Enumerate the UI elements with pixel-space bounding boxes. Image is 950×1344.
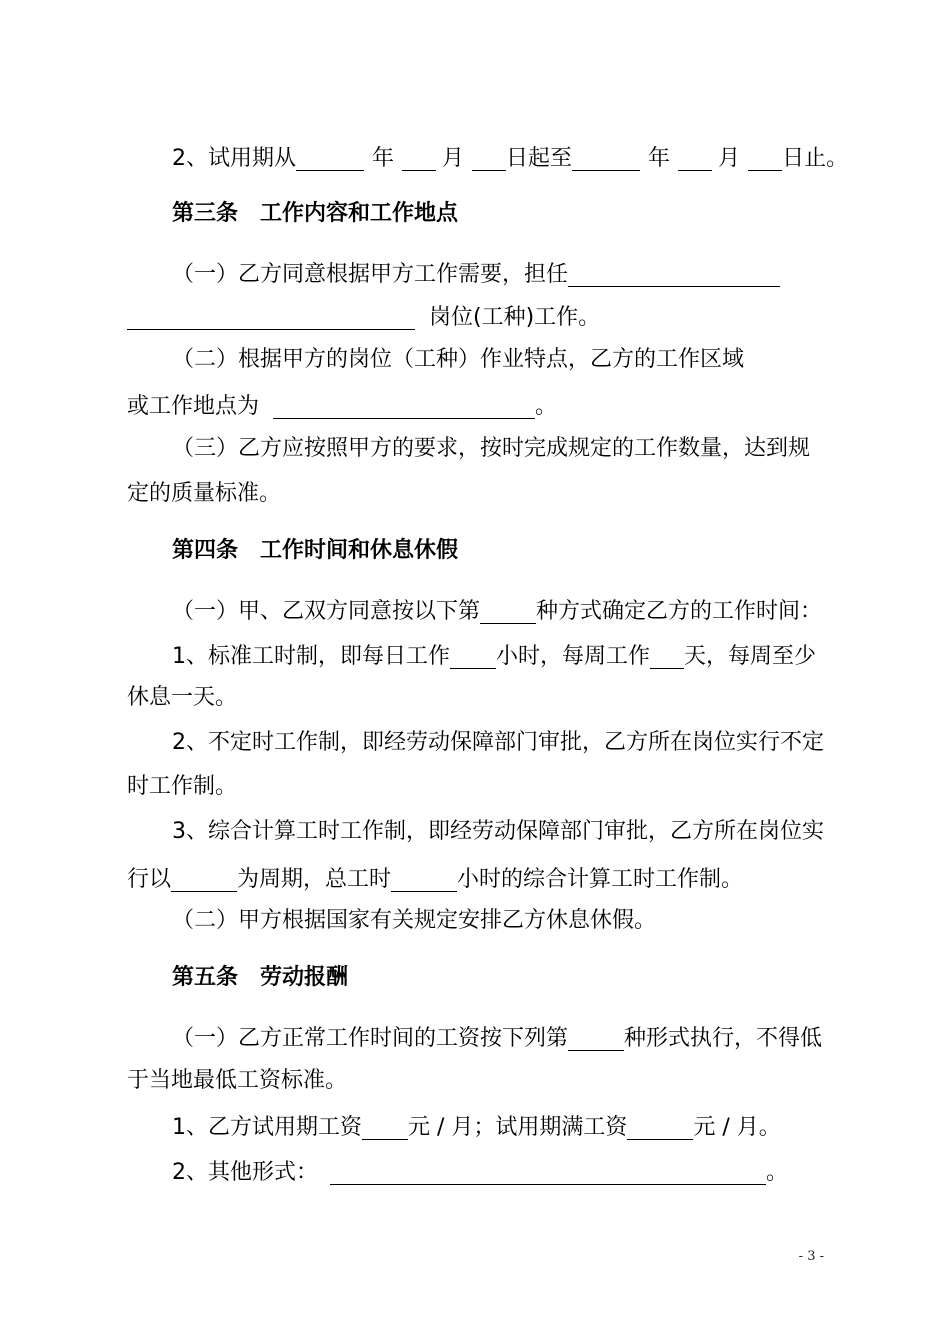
blank-field[interactable]	[568, 256, 780, 287]
text: 小时的综合计算工时工作制。	[457, 867, 744, 892]
text: 2、其他形式：	[172, 1160, 318, 1185]
blank-field[interactable]	[362, 1109, 408, 1140]
text: 种方式确定乙方的工作时间：	[536, 599, 823, 624]
probation-period-line	[172, 140, 872, 175]
text: 1、乙方试用期工资	[172, 1115, 362, 1140]
blank-field[interactable]	[472, 140, 506, 171]
text: 1、标准工时制，即每日工作	[172, 644, 450, 669]
article-4-heading: 第四条 工作时间和休息休假	[172, 538, 459, 563]
text: 年	[372, 146, 395, 171]
blank-field[interactable]	[391, 861, 457, 892]
paragraph	[172, 638, 872, 673]
text: 。	[535, 394, 558, 419]
text: 元 / 月。	[693, 1115, 781, 1140]
paragraph: 定的质量标准。	[127, 481, 282, 506]
blank-field[interactable]	[748, 140, 782, 171]
paragraph	[172, 593, 872, 628]
text: 或工作地点为	[127, 394, 260, 419]
paragraph	[172, 1154, 872, 1189]
blank-field[interactable]	[273, 388, 535, 419]
blank-field[interactable]	[568, 1020, 624, 1051]
blank-field[interactable]	[650, 638, 684, 669]
paragraph: 休息一天。	[127, 685, 238, 710]
text: 2、试用期从	[172, 146, 296, 171]
text: 日止。	[782, 146, 849, 171]
page-number: - 3 -	[798, 1249, 824, 1264]
text: 天，每周至少	[684, 644, 817, 669]
blank-field[interactable]	[572, 140, 640, 171]
paragraph: 时工作制。	[127, 774, 238, 799]
text: 行以	[127, 867, 172, 892]
blank-field[interactable]	[127, 299, 415, 330]
paragraph: 3、综合计算工时工作制，即经劳动保障部门审批，乙方所在岗位实	[172, 819, 824, 844]
text: 月	[718, 146, 741, 171]
text: 。	[766, 1160, 789, 1185]
paragraph: 2、不定时工作制，即经劳动保障部门审批，乙方所在岗位实行不定	[172, 730, 824, 755]
blank-field[interactable]	[627, 1109, 693, 1140]
paragraph	[172, 1109, 872, 1144]
paragraph	[172, 256, 872, 291]
text: （一）乙方正常工作时间的工资按下列第	[172, 1026, 569, 1051]
text: 元 / 月；试用期满工资	[408, 1115, 628, 1140]
paragraph	[127, 861, 827, 896]
text: 为周期，总工时	[237, 867, 392, 892]
text: （一）甲、乙双方同意按以下第	[172, 599, 481, 624]
text: （一）乙方同意根据甲方工作需要，担任	[172, 262, 569, 287]
paragraph: （三）乙方应按照甲方的要求，按时完成规定的工作数量，达到规	[172, 436, 811, 461]
blank-field[interactable]	[171, 861, 237, 892]
paragraph	[172, 1020, 872, 1055]
text: 岗位(工种)工作。	[429, 305, 601, 330]
text: 小时，每周工作	[496, 644, 651, 669]
blank-field[interactable]	[450, 638, 496, 669]
paragraph: （二）甲方根据国家有关规定安排乙方休息休假。	[172, 908, 657, 933]
text: 日起至	[506, 146, 573, 171]
text: 种形式执行，不得低	[624, 1026, 823, 1051]
text: 月	[442, 146, 465, 171]
blank-field[interactable]	[480, 593, 536, 624]
paragraph	[127, 299, 827, 334]
paragraph: 于当地最低工资标准。	[127, 1068, 348, 1093]
paragraph: （二）根据甲方的岗位（工种）作业特点，乙方的工作区域	[172, 347, 745, 372]
article-3-heading: 第三条 工作内容和工作地点	[172, 201, 459, 226]
blank-field[interactable]	[678, 140, 712, 171]
article-5-heading: 第五条 劳动报酬	[172, 965, 349, 990]
blank-field[interactable]	[330, 1154, 766, 1185]
blank-field[interactable]	[296, 140, 364, 171]
blank-field[interactable]	[402, 140, 436, 171]
paragraph	[127, 388, 827, 423]
text: 年	[648, 146, 671, 171]
